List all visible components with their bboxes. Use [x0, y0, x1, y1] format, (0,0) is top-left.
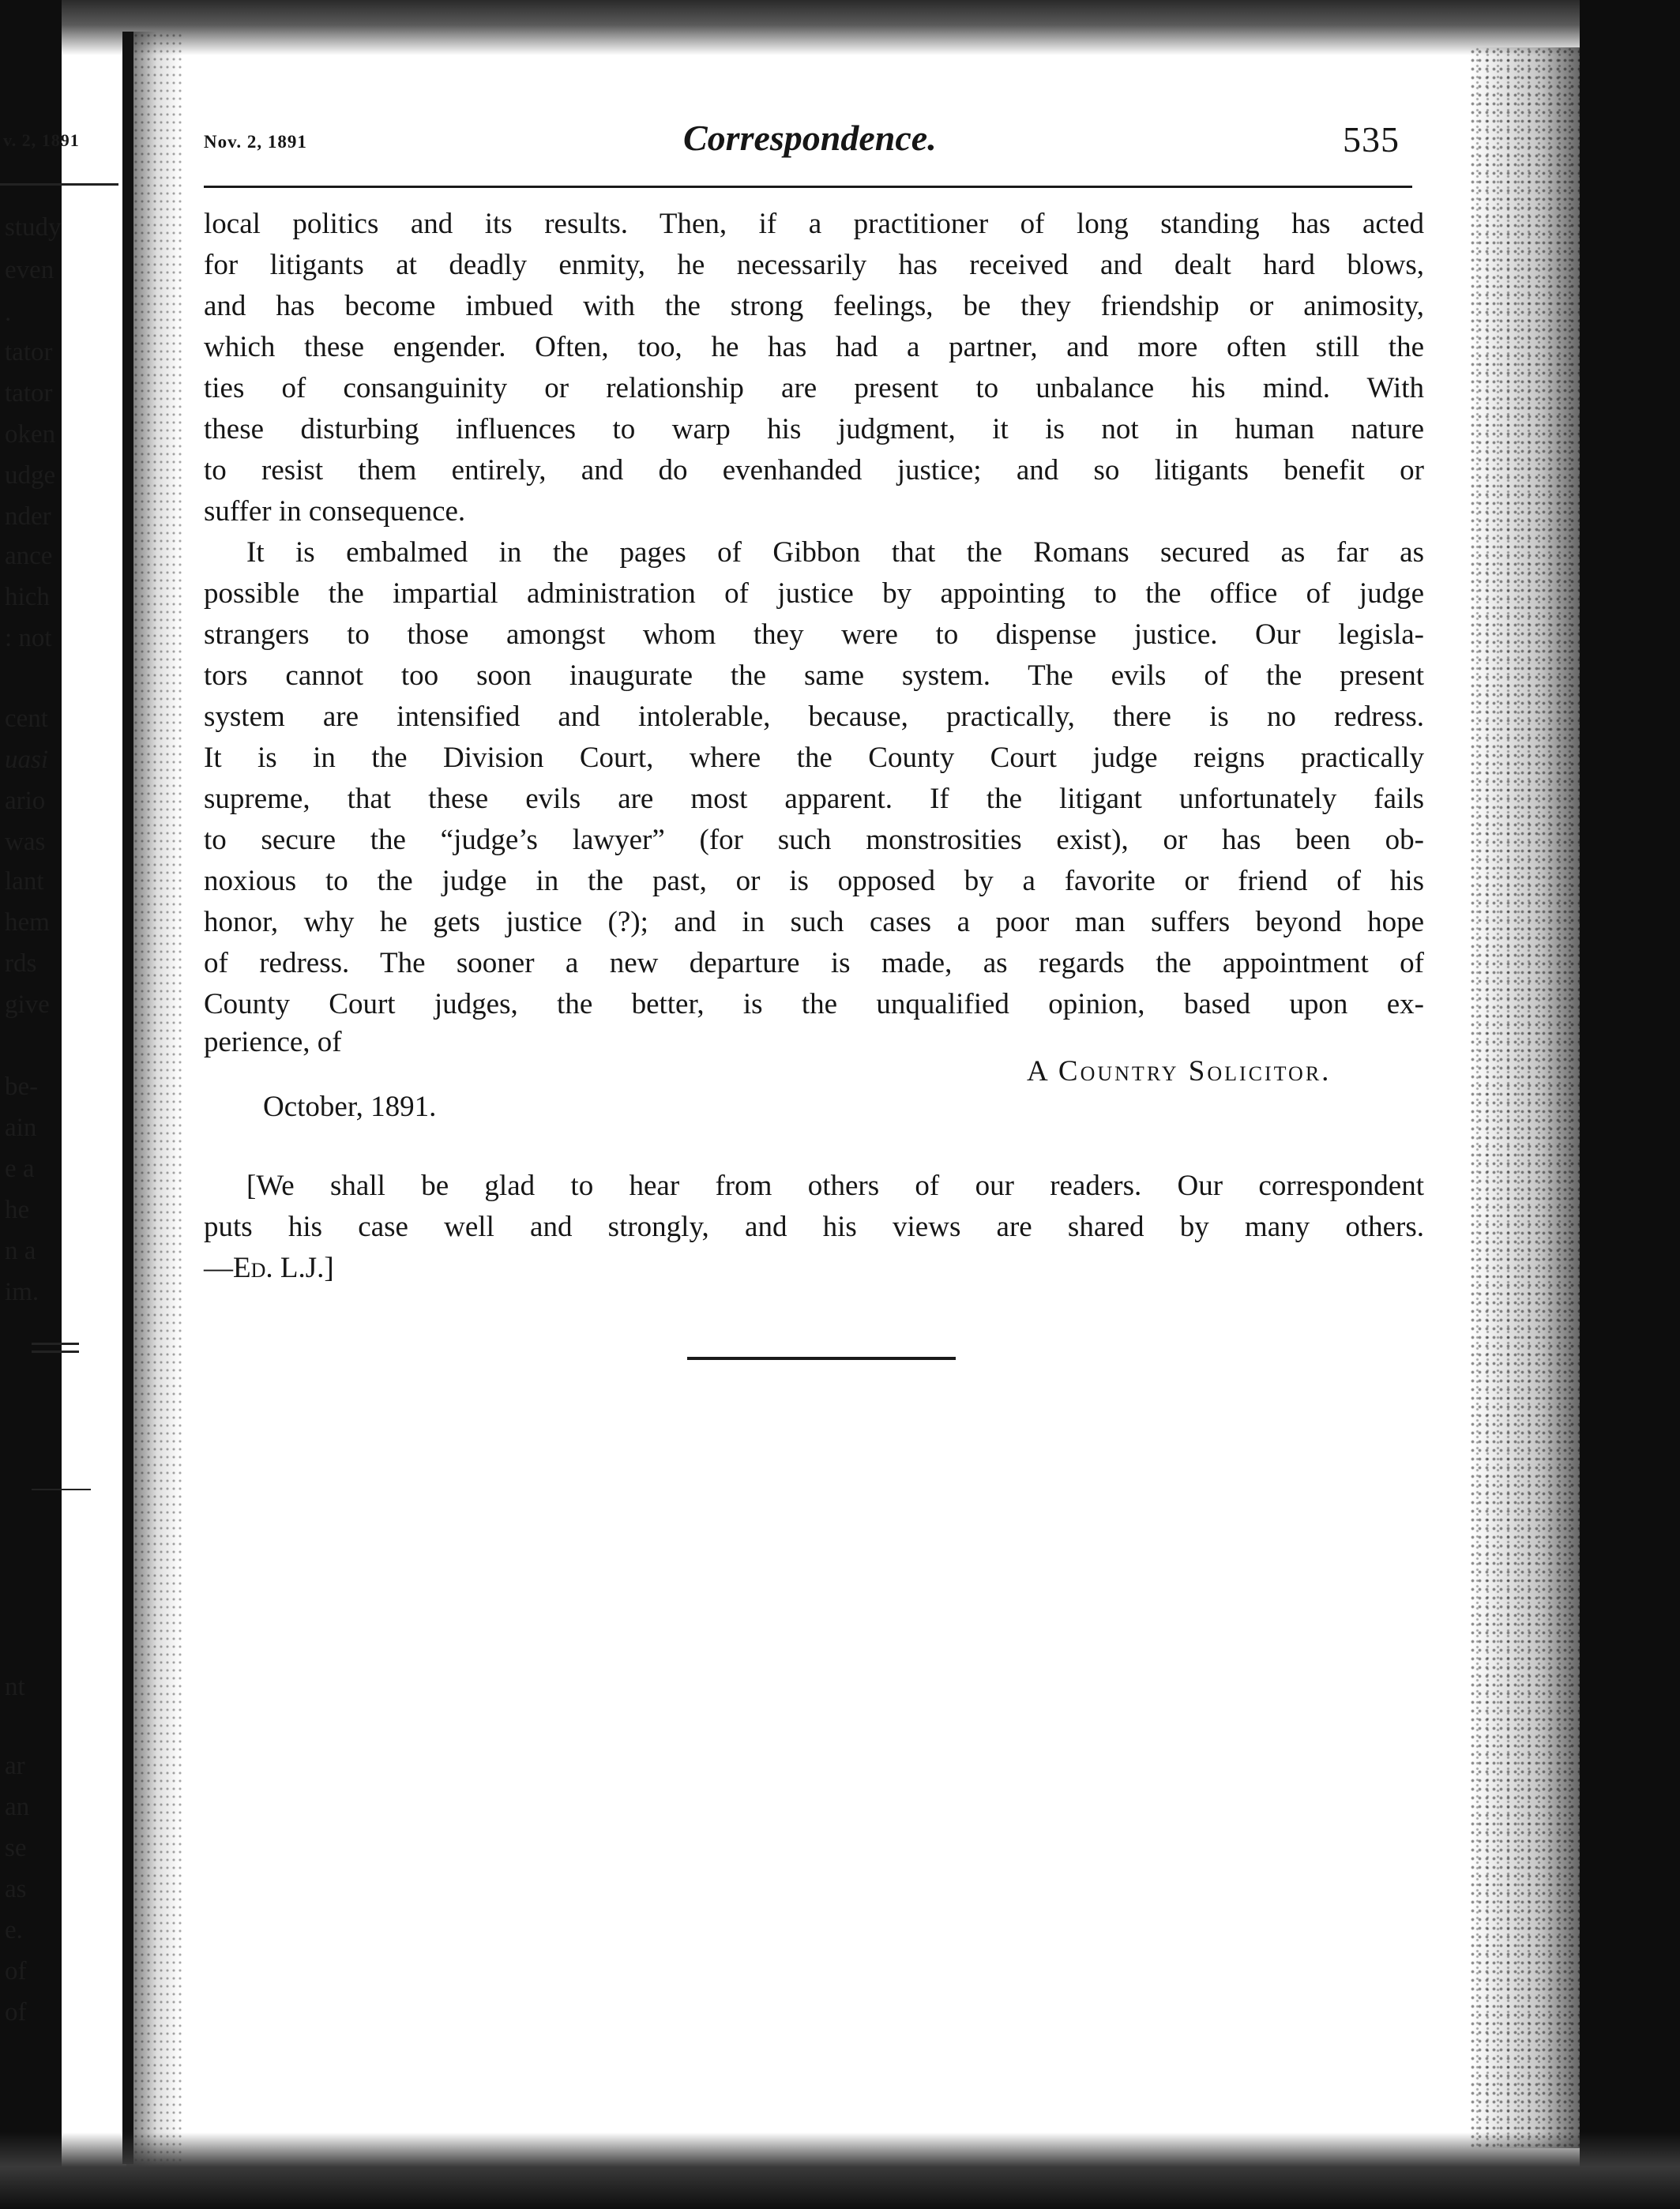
text-line: —Ed. L.J.] [204, 1252, 334, 1284]
dateline: October, 1891. [263, 1091, 437, 1123]
signature: A Country Solicitor. [1027, 1055, 1332, 1088]
text-line: these disturbing influences to warp his judgment, it is not in human nature [204, 413, 1424, 445]
previous-page-fragment: of [5, 1957, 27, 1985]
previous-page-rule [32, 1489, 91, 1490]
previous-page-rule [32, 1351, 79, 1353]
previous-page-fragment: hich [5, 583, 50, 611]
section-end-rule [687, 1357, 956, 1360]
previous-page-fragment: se [5, 1834, 27, 1862]
previous-page-fragment: rds [5, 949, 37, 978]
previous-page-fragment: ar [5, 1752, 25, 1780]
scan-edge-speckle [1469, 47, 1588, 2148]
previous-page-rule [32, 1343, 79, 1345]
previous-page-fragment: he [5, 1196, 30, 1224]
text-line: and has become imbued with the strong feelings, be they friendship or animosity, [204, 290, 1424, 322]
text-line: suffer in consequence. [204, 495, 466, 528]
text-line: to resist them entirely, and do evenhanded justice; and so litigants benefit or [204, 454, 1424, 487]
text-line: tors cannot too soon inaugurate the same system. The evils of the present [204, 659, 1424, 692]
header-rule [204, 186, 1412, 188]
scan-border-right [1580, 0, 1680, 2209]
text-line: to secure the “judge’s lawyer” (for such monstrosities exist), or has been ob- [204, 824, 1424, 856]
previous-page-fragment: e a [5, 1155, 35, 1183]
text-line: supreme, that these evils are most apparent. If the litigant unfortunately fails [204, 783, 1424, 815]
previous-page-fragment: even [5, 256, 54, 284]
previous-page-header: v. 2, 1891 [3, 130, 80, 150]
previous-page-fragment: give [5, 990, 50, 1019]
previous-page-fragment: tator [5, 379, 53, 408]
previous-page-fragment: udge [5, 461, 56, 490]
running-head-title: Correspondence. [683, 118, 937, 158]
text-line: It is in the Division Court, where the County Court judge reigns practically [204, 742, 1424, 774]
text-line: honor, why he gets justice (?); and in such cases a poor man suffers beyond hope [204, 906, 1424, 938]
previous-page-fragment: . [5, 299, 12, 327]
text-line: perience, of [204, 1026, 342, 1058]
text-line: of redress. The sooner a new departure is made, as regards the appointment of [204, 947, 1424, 979]
previous-page-fragment: study [5, 213, 62, 242]
previous-page-fragment: ario [5, 787, 46, 815]
gutter-shadow [126, 32, 182, 2180]
previous-page-fragment: of [5, 1998, 27, 2027]
text-line: It is embalmed in the pages of Gibbon that the Romans secured as far as [246, 536, 1424, 569]
page-header [0, 0, 1680, 197]
previous-page-margin [0, 0, 126, 2209]
text-line: County Court judges, the better, is the unqualified opinion, based upon ex- [204, 988, 1424, 1020]
previous-page-fragment: e. [5, 1916, 23, 1944]
previous-page-fragment: was [5, 828, 46, 856]
scan-border-bottom [0, 2132, 1680, 2209]
previous-page-fragment: cent [5, 704, 48, 733]
text-line: ties of consanguinity or relationship are present to unbalance his mind. With [204, 372, 1424, 404]
previous-page-fragment: as [5, 1875, 27, 1903]
previous-page-fragment: nt [5, 1673, 25, 1701]
text-line: for litigants at deadly enmity, he necessarily has received and dealt hard blows, [204, 249, 1424, 281]
text-line: which these engender. Often, too, he has had a partner, and more often still the [204, 331, 1424, 363]
previous-page-fragment: nder [5, 502, 51, 531]
text-line: local politics and its results. Then, if a practitioner of long standing has acted [204, 208, 1424, 240]
previous-page-fragment: an [5, 1793, 30, 1821]
previous-page-fragment: be- [5, 1073, 39, 1101]
previous-page-fragment: lant [5, 867, 44, 896]
page-number: 535 [1343, 119, 1400, 160]
running-head-date: Nov. 2, 1891 [204, 132, 307, 152]
text-line: puts his case well and strongly, and his views are shared by many others. [204, 1211, 1424, 1243]
previous-page-fragment: hem [5, 908, 50, 937]
previous-page-fragment: ain [5, 1114, 37, 1142]
previous-page-fragment: ance [5, 542, 53, 570]
text-line: strangers to those amongst whom they were to dispense justice. Our legisla- [204, 618, 1424, 651]
previous-page-fragment: im. [5, 1278, 39, 1306]
previous-page-fragment: : not [5, 624, 52, 652]
previous-page-fragment: tator [5, 338, 53, 366]
previous-page-fragment: uasi [5, 746, 49, 774]
text-line: possible the impartial administration of justice by appointing to the office of judge [204, 577, 1424, 610]
text-line: noxious to the judge in the past, or is opposed by a favorite or friend of his [204, 865, 1424, 897]
text-line: system are intensified and intolerable, because, practically, there is no redress. [204, 701, 1424, 733]
previous-page-fragment: oken [5, 420, 56, 449]
text-line: [We shall be glad to hear from others of our readers. Our correspondent [246, 1170, 1424, 1202]
previous-page-fragment: n a [5, 1237, 36, 1265]
